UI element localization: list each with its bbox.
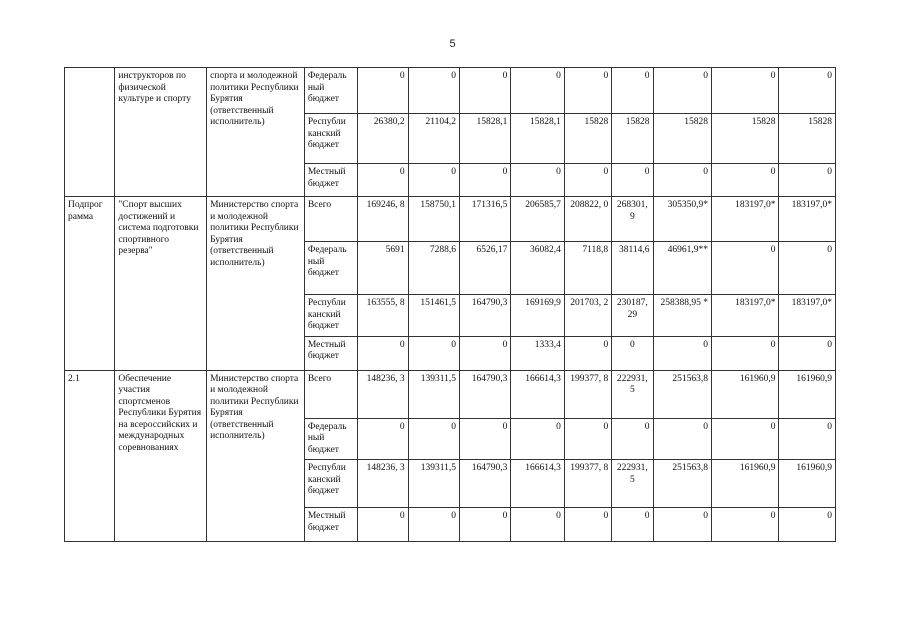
value-cell: 0: [653, 418, 711, 460]
value-cell: 0: [358, 508, 408, 542]
value-cell: 0: [779, 164, 836, 197]
value-cell: 0: [612, 418, 653, 460]
value-cell: 166614,3: [511, 370, 564, 418]
value-cell: 0: [460, 336, 511, 370]
table-row: [65, 68, 836, 114]
value-cell: 171316,5: [460, 197, 511, 242]
funding-source-cell: Республи канский бюджет: [304, 295, 357, 337]
value-cell: 0: [358, 164, 408, 197]
page-number: 5: [449, 38, 456, 50]
value-cell: 36082,4: [511, 242, 564, 295]
value-cell: 0: [408, 418, 459, 460]
value-cell: 0: [358, 418, 408, 460]
value-cell: 7288,6: [408, 242, 459, 295]
value-cell: 0: [564, 336, 611, 370]
value-cell: 148236, 3: [358, 460, 408, 508]
value-cell: 161960,9: [711, 460, 779, 508]
row-number-cell: 2.1: [65, 370, 115, 542]
value-cell: 0: [408, 164, 459, 197]
value-cell: 0: [711, 68, 779, 114]
value-cell: 0: [460, 418, 511, 460]
value-cell: 258388,95 *: [653, 295, 711, 337]
value-cell: 0: [564, 508, 611, 542]
table-row: [65, 197, 836, 242]
value-cell: 201703, 2: [564, 295, 611, 337]
value-cell: 7118,8: [564, 242, 611, 295]
value-cell: 268301, 9: [612, 197, 653, 242]
value-cell: 0: [779, 336, 836, 370]
value-cell: 164790,3: [460, 460, 511, 508]
value-cell: 0: [460, 508, 511, 542]
value-cell: 161960,9: [779, 370, 836, 418]
funding-source-cell: Местный бюджет: [304, 508, 357, 542]
value-cell: 0: [460, 68, 511, 114]
value-cell: 0: [779, 508, 836, 542]
funding-source-cell: Республи канский бюджет: [304, 114, 357, 164]
value-cell: 5691: [358, 242, 408, 295]
value-cell: 206585,7: [511, 197, 564, 242]
funding-source-cell: Местный бюджет: [304, 336, 357, 370]
value-cell: 161960,9: [779, 460, 836, 508]
value-cell: 15828: [653, 114, 711, 164]
item-name-cell: Обеспечение участия спортсменов Республики Бурятия на всероссийских и международных соревнованиях: [115, 370, 207, 542]
value-cell: 6526,17: [460, 242, 511, 295]
value-cell: 46961,9**: [653, 242, 711, 295]
value-cell: 0: [511, 164, 564, 197]
value-cell: 230187, 29: [612, 295, 653, 337]
value-cell: 38114,6: [612, 242, 653, 295]
value-cell: 0: [408, 336, 459, 370]
value-cell: 1333,4: [511, 336, 564, 370]
value-cell: 15828: [564, 114, 611, 164]
funding-source-cell: Местный бюджет: [304, 164, 357, 197]
value-cell: 0: [358, 336, 408, 370]
value-cell: 0: [653, 508, 711, 542]
value-cell: 166614,3: [511, 460, 564, 508]
value-cell: 139311,5: [408, 460, 459, 508]
value-cell: 0: [653, 164, 711, 197]
value-cell: 0: [711, 336, 779, 370]
funding-source-cell: Федераль ный бюджет: [304, 242, 357, 295]
value-cell: 0: [511, 418, 564, 460]
value-cell: 0: [653, 68, 711, 114]
value-cell: 169169,9: [511, 295, 564, 337]
value-cell: 183197,0*: [779, 197, 836, 242]
row-number-cell: [65, 68, 115, 197]
value-cell: 199377, 8: [564, 370, 611, 418]
value-cell: 0: [612, 164, 653, 197]
value-cell: 0: [711, 418, 779, 460]
value-cell: 0: [564, 68, 611, 114]
value-cell: 183197,0*: [779, 295, 836, 337]
funding-source-cell: Всего: [304, 197, 357, 242]
executor-cell: Министерство спорта и молодежной политики Республики Бурятия (ответственный исполнитель): [207, 370, 305, 542]
value-cell: 0: [711, 242, 779, 295]
value-cell: 0: [653, 336, 711, 370]
value-cell: 15828: [711, 114, 779, 164]
item-name-cell: инструкторов по физической культуре и спорту: [115, 68, 207, 197]
item-name-cell: "Спорт высших достижений и система подготовки спортивного резерва": [115, 197, 207, 371]
row-number-cell: Подпрог рамма: [65, 197, 115, 371]
value-cell: 158750,1: [408, 197, 459, 242]
value-cell: 0: [408, 508, 459, 542]
value-cell: 0: [711, 508, 779, 542]
value-cell: 161960,9: [711, 370, 779, 418]
value-cell: 169246, 8: [358, 197, 408, 242]
value-cell: 0: [564, 164, 611, 197]
value-cell: 183197,0*: [711, 295, 779, 337]
value-cell: 199377, 8: [564, 460, 611, 508]
value-cell: 163555, 8: [358, 295, 408, 337]
funding-source-cell: Федераль ный бюджет: [304, 418, 357, 460]
value-cell: 183197,0*: [711, 197, 779, 242]
value-cell: 151461,5: [408, 295, 459, 337]
value-cell: 0: [779, 68, 836, 114]
table-row: [65, 370, 836, 418]
value-cell: 0: [358, 68, 408, 114]
funding-source-cell: Республи канский бюджет: [304, 460, 357, 508]
funding-source-cell: Федераль ный бюджет: [304, 68, 357, 114]
value-cell: 164790,3: [460, 295, 511, 337]
value-cell: 0: [711, 164, 779, 197]
value-cell: 0: [779, 242, 836, 295]
value-cell: 0: [612, 68, 653, 114]
value-cell: 222931, 5: [612, 460, 653, 508]
value-cell: 0: [511, 508, 564, 542]
value-cell: 0: [511, 68, 564, 114]
value-cell: 15828,1: [460, 114, 511, 164]
value-cell: 208822, 0: [564, 197, 611, 242]
budget-table: [64, 67, 836, 542]
value-cell: 21104,2: [408, 114, 459, 164]
value-cell: 164790,3: [460, 370, 511, 418]
value-cell: 251563,8: [653, 460, 711, 508]
value-cell: 15828: [612, 114, 653, 164]
funding-source-cell: Всего: [304, 370, 357, 418]
value-cell: 15828: [779, 114, 836, 164]
value-cell: 305350,9*: [653, 197, 711, 242]
value-cell: 222931, 5: [612, 370, 653, 418]
value-cell: 139311,5: [408, 370, 459, 418]
value-cell: 0: [612, 508, 653, 542]
value-cell: 26380,2: [358, 114, 408, 164]
executor-cell: Министерство спорта и молодежной политики Республики Бурятия (ответственный исполнитель): [207, 197, 305, 371]
value-cell: 0: [612, 336, 653, 370]
value-cell: 0: [564, 418, 611, 460]
executor-cell: спорта и молодежной политики Республики Бурятия (ответственный исполнитель): [207, 68, 305, 197]
value-cell: 0: [779, 418, 836, 460]
value-cell: 251563,8: [653, 370, 711, 418]
value-cell: 0: [460, 164, 511, 197]
value-cell: 148236, 3: [358, 370, 408, 418]
value-cell: 15828,1: [511, 114, 564, 164]
value-cell: 0: [408, 68, 459, 114]
